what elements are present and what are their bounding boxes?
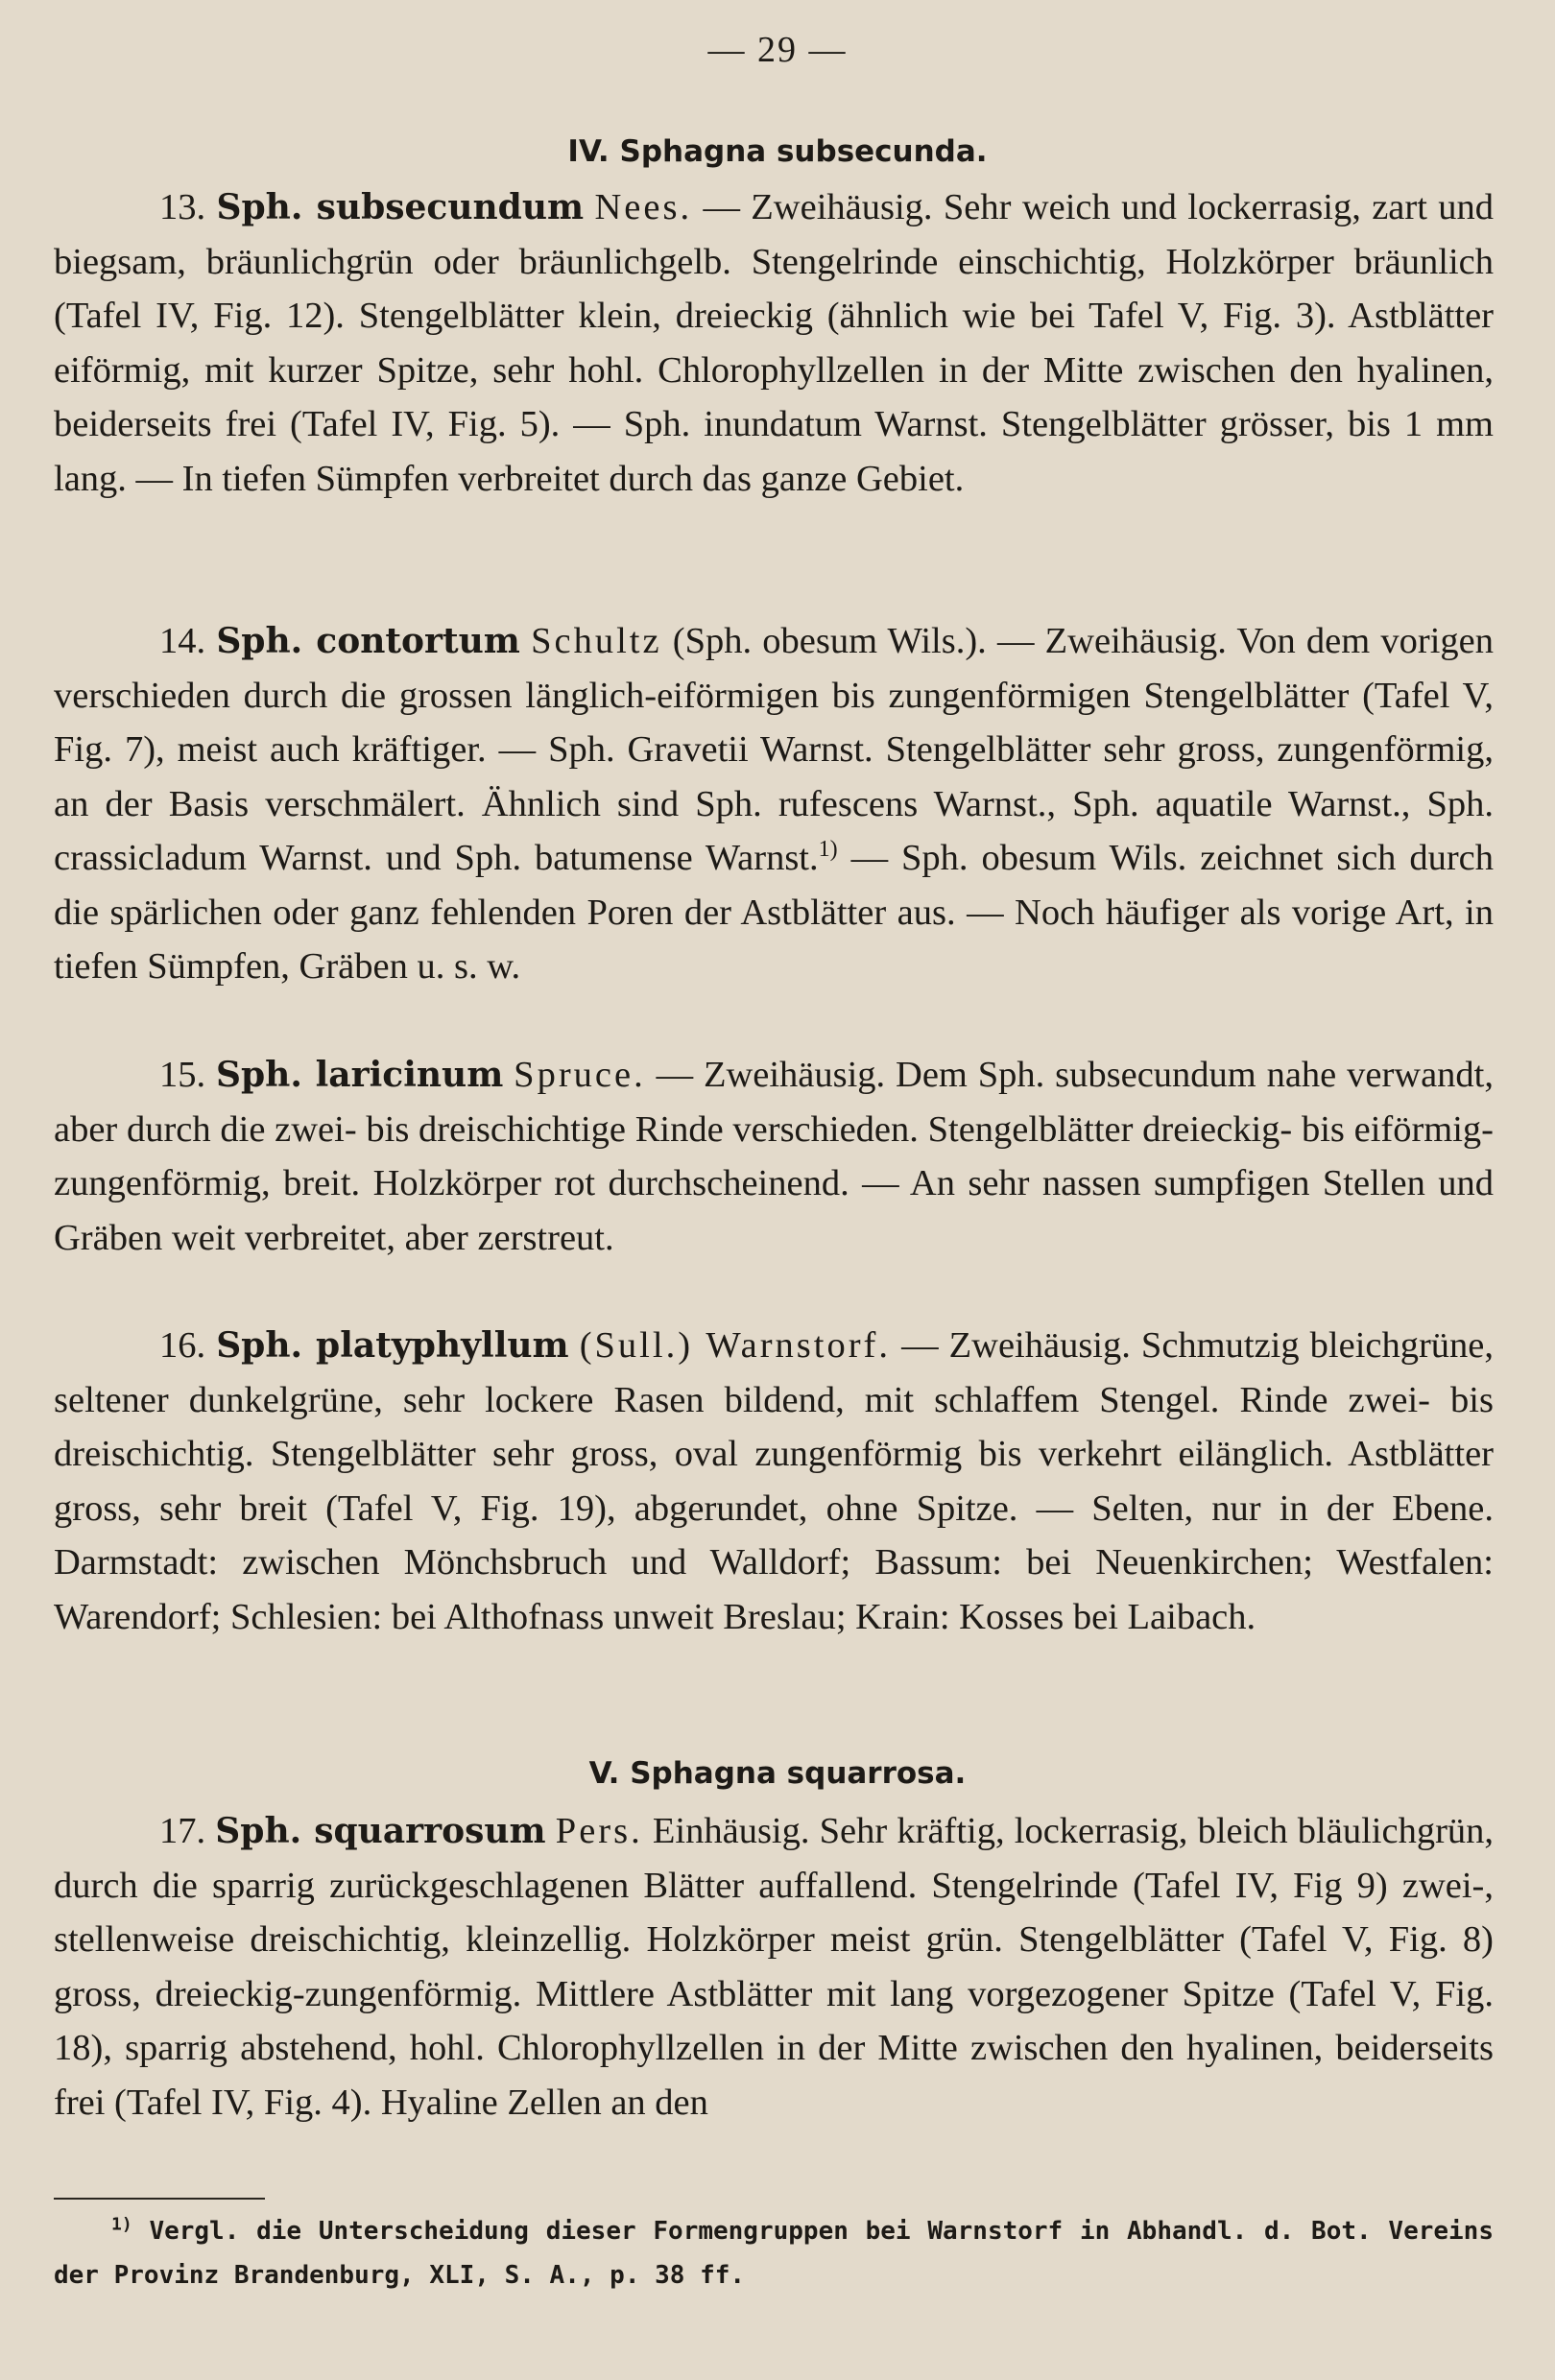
entry-number: 13.	[159, 187, 206, 227]
entry-number: 14.	[159, 621, 206, 661]
species-author: Schultz	[531, 621, 662, 661]
entry-number: 15.	[159, 1055, 206, 1095]
footnote-mark: 1)	[111, 2214, 132, 2235]
species-author: Nees.	[594, 187, 693, 227]
species-name: Sph. contortum	[216, 621, 520, 661]
species-name: Sph. platyphyllum	[216, 1325, 569, 1366]
species-description: (Sph. obesum Wils.). — Zweihäusig. Von dem vorigen verschieden durch die grossen länglich-eiförmigen bis zungenförmigen Stengelblätter (Tafel V, Fig. 7), meist auch kräftiger. — Sph. Gravetii Warnst. Stengelblätter sehr gross, zungenförmig, an der Basis verschmälert. Ähnlich sind Sph. rufescens Warnst., Sph. aquatile Warnst., Sph. crassicladum Warnst. und Sph. batumense Warnst.	[54, 621, 1494, 878]
footnote-text: Vergl. die Unterscheidung dieser Formengruppen bei Warnstorf in Abhandl. d. Bot. Vereins der Provinz Brandenburg, XLI, S. A., p. 38 ff.	[54, 2217, 1494, 2290]
species-name: Sph. squarrosum	[215, 1811, 546, 1851]
footnote-divider	[54, 2198, 265, 2200]
species-entry	[54, 1319, 1494, 1644]
species-description-continued: — Sph. obesum Wils. zeichnet sich durch die spärlichen oder ganz fehlenden Poren der Astblätter aus. — Noch häufiger als vorige Art, in tiefen Sümpfen, Gräben u. s. w.	[54, 838, 1495, 987]
footnote	[54, 2209, 1494, 2297]
species-entry	[54, 180, 1494, 506]
section-heading-subsecunda: IV. Sphagna subsecunda.	[567, 134, 988, 169]
footnote-reference: 1)	[818, 837, 838, 863]
species-description: — Zweihäusig. Sehr weich und lockerrasig, zart und biegsam, bräunlichgrün oder bräunlichgelb. Stengelrinde einschichtig, Holzkörper bräunlich (Tafel IV, Fig. 12). Stengelblätter klein, dreieckig (ähnlich wie bei Tafel V, Fig. 3). Astblätter eiförmig, mit kurzer Spitze, sehr hohl. Chlorophyllzellen in der Mitte zwischen den hyalinen, beiderseits frei (Tafel IV, Fig. 5). — Sph. inundatum Warnst. Stengelblätter grösser, bis 1 mm lang. — In tiefen Sümpfen verbreitet durch das ganze Gebiet.	[54, 187, 1495, 499]
species-entry	[54, 614, 1494, 994]
entry-number: 16.	[159, 1325, 206, 1366]
species-name: Sph. laricinum	[215, 1055, 504, 1095]
species-description: — Zweihäusig. Schmutzig bleichgrüne, seltener dunkelgrüne, sehr lockere Rasen bildend, mit schlaffem Stengel. Rinde zwei- bis dreischichtig. Stengelblätter sehr gross, oval zungenförmig bis verkehrt eilänglich. Astblätter gross, sehr breit (Tafel V, Fig. 19), abgerundet, ohne Spitze. — Selten, nur in der Ebene. Darmstadt: zwischen Mönchsbruch und Walldorf; Bassum: bei Neuenkirchen; Westfalen: Warendorf; Schlesien: bei Althofnass unweit Breslau; Krain: Kosses bei Laibach.	[54, 1325, 1495, 1637]
species-description: Einhäusig. Sehr kräftig, lockerrasig, bleich bläulichgrün, durch die sparrig zurückgeschlagenen Blätter auffallend. Stengelrinde (Tafel IV, Fig 9) zwei-, stellenweise dreischichtig, kleinzellig. Holzkörper meist grün. Stengelblätter (Tafel V, Fig. 8) gross, dreieckig-zungenförmig. Mittlere Astblätter mit lang vorgezogener Spitze (Tafel V, Fig. 18), sparrig abstehend, hohl. Chlorophyllzellen in der Mitte zwischen den hyalinen, beiderseits frei (Tafel IV, Fig. 4). Hyaline Zellen an den	[54, 1811, 1495, 2123]
species-name: Sph. subsecundum	[216, 187, 585, 227]
species-entry	[54, 1048, 1494, 1265]
species-description: — Zweihäusig. Dem Sph. subsecundum nahe verwandt, aber durch die zwei- bis dreischichtige Rinde verschieden. Stengelblätter dreieckig- bis eiförmig-zungenförmig, breit. Holzkörper rot durchscheinend. — An sehr nassen sumpfigen Stellen und Gräben weit verbreitet, aber zerstreut.	[54, 1055, 1494, 1258]
section-heading-squarrosa: V. Sphagna squarrosa.	[588, 1756, 967, 1791]
species-author: (Sull.) Warnstorf.	[579, 1325, 891, 1366]
species-entry	[54, 1804, 1494, 2130]
species-author: Pers.	[555, 1811, 643, 1851]
entry-number: 17.	[159, 1811, 206, 1851]
species-author: Spruce.	[514, 1055, 646, 1095]
page-number: — 29 —	[707, 30, 848, 70]
